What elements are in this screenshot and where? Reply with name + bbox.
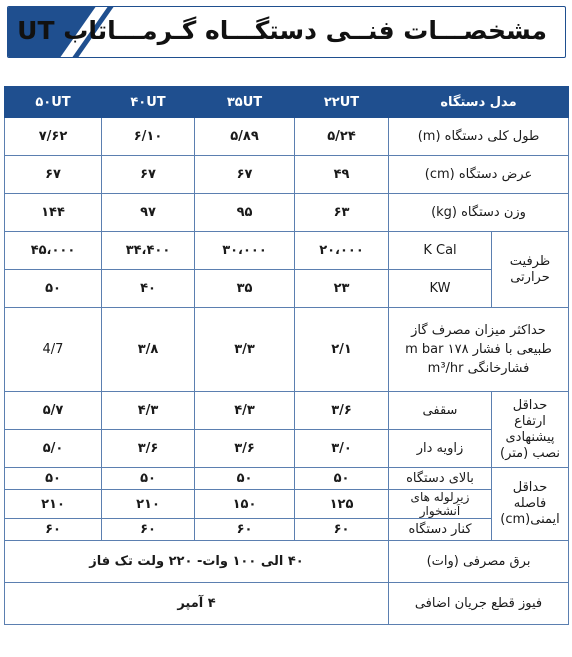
kcal-value: ۲۰،۰۰۰ [295, 232, 389, 270]
thermal-group-label: ظرفیت حرارتی [492, 232, 569, 308]
width-value: ۶۷ [102, 156, 195, 194]
side-value: ۶۰ [5, 519, 102, 541]
ceiling-value: ۴/۳ [102, 392, 195, 430]
kw-value: ۴۰ [102, 270, 195, 308]
angled-value: ۵/۰ [5, 430, 102, 468]
kcal-unit: K Cal [389, 232, 492, 270]
length-label: طول کلی دستگاه (m) [389, 118, 569, 156]
weight-value: ۶۳ [295, 194, 389, 232]
kcal-value: ۳۰،۰۰۰ [195, 232, 295, 270]
header-row [5, 87, 569, 118]
power-value: ۴۰ الی ۱۰۰ وات- ۲۲۰ ولت تک فاز [5, 541, 389, 583]
table-row [5, 468, 569, 490]
table-row [5, 308, 569, 392]
table-row [5, 519, 569, 541]
above-label: بالای دستگاه [389, 468, 492, 490]
kw-unit: KW [389, 270, 492, 308]
weight-value: ۹۵ [195, 194, 295, 232]
exhaust-value: ۲۱۰ [5, 490, 102, 519]
angled-value: ۳/۶ [195, 430, 295, 468]
exhaust-label: زیرلوله های اَنشخوار [389, 490, 492, 519]
ceiling-value: ۳/۶ [295, 392, 389, 430]
model-header-40: ۴۰UT [102, 87, 195, 118]
width-label: عرض دستگاه (cm) [389, 156, 569, 194]
table-row [5, 490, 569, 519]
gas-label: حداکثر میزان مصرف گاز طبیعی با فشار ۱۷۸ m bar فشارخانگی m³/hr [389, 308, 569, 392]
ceiling-value: ۵/۷ [5, 392, 102, 430]
exhaust-value: ۱۲۵ [295, 490, 389, 519]
distance-group-label: حداقل فاصله ایمنی(cm) [492, 468, 569, 541]
side-value: ۶۰ [295, 519, 389, 541]
model-label-header: مدل دستگاه [389, 87, 569, 118]
table-row [5, 194, 569, 232]
width-value: ۶۷ [195, 156, 295, 194]
kw-value: ۵۰ [5, 270, 102, 308]
spec-table [4, 86, 569, 625]
width-value: ۴۹ [295, 156, 389, 194]
side-value: ۶۰ [195, 519, 295, 541]
length-value: ۵/۸۹ [195, 118, 295, 156]
model-header-22: ۲۲UT [295, 87, 389, 118]
angled-label: زاویه دار [389, 430, 492, 468]
weight-value: ۱۴۴ [5, 194, 102, 232]
table-row [5, 156, 569, 194]
kw-value: ۲۳ [295, 270, 389, 308]
above-value: ۵۰ [295, 468, 389, 490]
above-value: ۵۰ [5, 468, 102, 490]
side-value: ۶۰ [102, 519, 195, 541]
fuse-value: ۴ آمپر [5, 583, 389, 625]
angled-value: ۳/۰ [295, 430, 389, 468]
gas-value: 4/7 [5, 308, 102, 392]
model-header-35: ۳۵UT [195, 87, 295, 118]
length-value: ۶/۱۰ [102, 118, 195, 156]
weight-label: وزن دستگاه (kg) [389, 194, 569, 232]
ceiling-value: ۴/۳ [195, 392, 295, 430]
exhaust-value: ۲۱۰ [102, 490, 195, 519]
kw-value: ۳۵ [195, 270, 295, 308]
angled-value: ۳/۶ [102, 430, 195, 468]
width-value: ۶۷ [5, 156, 102, 194]
table-row [5, 541, 569, 583]
table-row [5, 232, 569, 270]
kcal-value: ۴۵،۰۰۰ [5, 232, 102, 270]
exhaust-value: ۱۵۰ [195, 490, 295, 519]
side-label: کنار دستگاه [389, 519, 492, 541]
table-row [5, 118, 569, 156]
above-value: ۵۰ [102, 468, 195, 490]
page-title: مشخصـــات فنــی دستگـــاه گـرمـــاتاب UT [17, 16, 547, 45]
table-row [5, 430, 569, 468]
fuse-label: فیوز قطع جریان اضافی [389, 583, 569, 625]
table-row [5, 583, 569, 625]
model-header-50: ۵۰UT [5, 87, 102, 118]
kcal-value: ۳۴،۴۰۰ [102, 232, 195, 270]
gas-value: ۲/۱ [295, 308, 389, 392]
power-label: برق مصرفی (وات) [389, 541, 569, 583]
table-row [5, 270, 569, 308]
gas-value: ۳/۸ [102, 308, 195, 392]
above-value: ۵۰ [195, 468, 295, 490]
length-value: ۷/۶۲ [5, 118, 102, 156]
weight-value: ۹۷ [102, 194, 195, 232]
length-value: ۵/۲۴ [295, 118, 389, 156]
title-banner [7, 6, 566, 58]
ceiling-label: سقفی [389, 392, 492, 430]
height-group-label: حداقل ارتفاع پیشنهادی نصب (متر) [492, 392, 569, 468]
table-row [5, 392, 569, 430]
gas-value: ۳/۳ [195, 308, 295, 392]
